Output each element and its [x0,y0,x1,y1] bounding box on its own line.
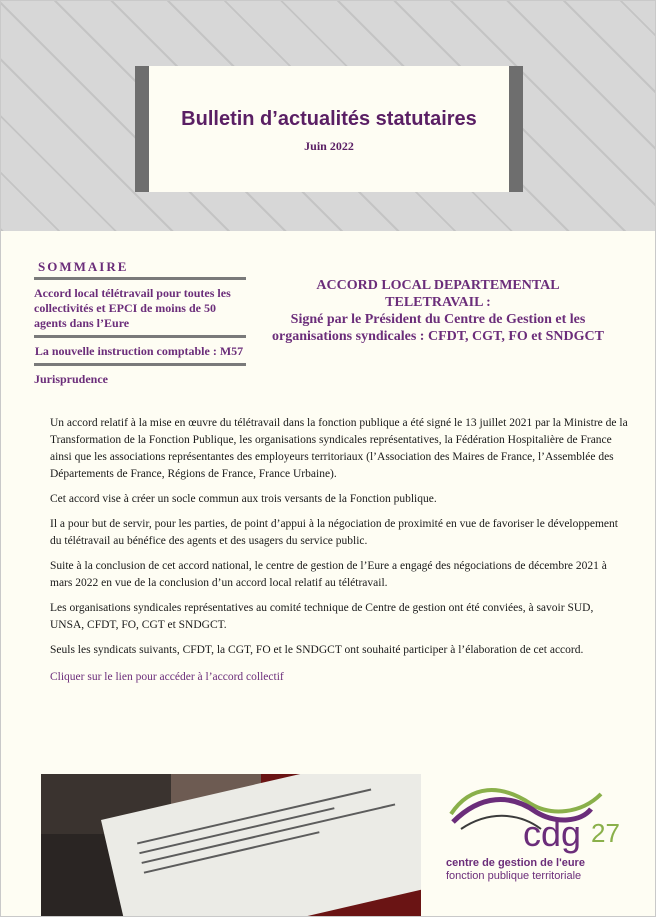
paragraph: Les organisations syndicales représentatives au comité technique de Centre de gestion ont été conviées, à savoir SUD, UNSA, CFDT, FO, CGT et SNDGCT. [50,602,594,631]
paragraph: Cet accord vise à créer un socle commun aux trois versants de la Fonction publique. [50,493,437,505]
paragraph: Seuls les syndicats suivants, CFDT, la CGT, FO et le SNDGCT ont souhaité participer à l’élaboration de cet accord. [50,644,584,656]
headline-line-1: ACCORD LOCAL DEPARTEMENTAL [316,278,560,293]
header-banner [1,1,655,231]
sommaire-item-jurisprudence[interactable]: Jurisprudence [34,372,109,386]
sommaire-item-teletravail[interactable]: Accord local télétravail pour toutes les collectivités et EPCI de moins de 50 agents dans l’Eure [34,280,246,338]
paragraph: Un accord relatif à la mise en œuvre du télétravail dans la fonction publique a été signé le 13 juillet 2021 par la Ministre de la Transformation de la Fonction Publique, les organisations syndicales représentatives, la Fédération Hospitalière de France ainsi que les associations représentantes des employeurs territoriaux (l’Association des Maires de France, l’Assemblée des Départements de France, Régions de France, France Urbaine). [50,417,628,480]
cdg-swoosh-logo-icon [441,774,641,854]
sommaire-item-m57[interactable]: La nouvelle instruction comptable : M57 [34,338,246,366]
headline-line-2: TELETRAVAIL : [385,295,491,310]
paragraph: Il a pour but de servir, pour les parties, de point d’appui à la négociation de proximité en vue de favoriser le développement du télétravail au bénéfice des agents et des usagers du service public. [50,518,618,547]
sommaire-panel [34,257,246,391]
article-headline [263,277,613,345]
logo-line-1: centre de gestion de l'eure [446,857,585,869]
svg-text:cdg: cdg [523,813,582,854]
sommaire-title: SOMMAIRE [34,257,246,280]
bulletin-title: Bulletin d’actualités statutaires [181,108,477,130]
svg-text:27: 27 [591,818,620,848]
paragraph: Suite à la conclusion de cet accord national, le centre de gestion de l’Eure a engagé des négociations de décembre 2021 à mars 2022 en vue de la conclusion d’un accord local relatif au télétravail. [50,560,607,589]
logo-caption [446,857,585,883]
bulletin-date: Juin 2022 [304,139,354,153]
headline-line-3: Signé par le Président du Centre de Gestion et les organisations syndicales : CFDT, CGT, FO et SNDGCT [272,312,604,344]
logo-line-2: fonction publique territoriale [446,870,582,882]
cdg27-logo [441,774,641,914]
title-box [135,66,523,192]
accord-collectif-link[interactable]: Cliquer sur le lien pour accéder à l’accord collectif [50,671,284,683]
document-photo [41,774,421,916]
article-body [50,415,630,694]
